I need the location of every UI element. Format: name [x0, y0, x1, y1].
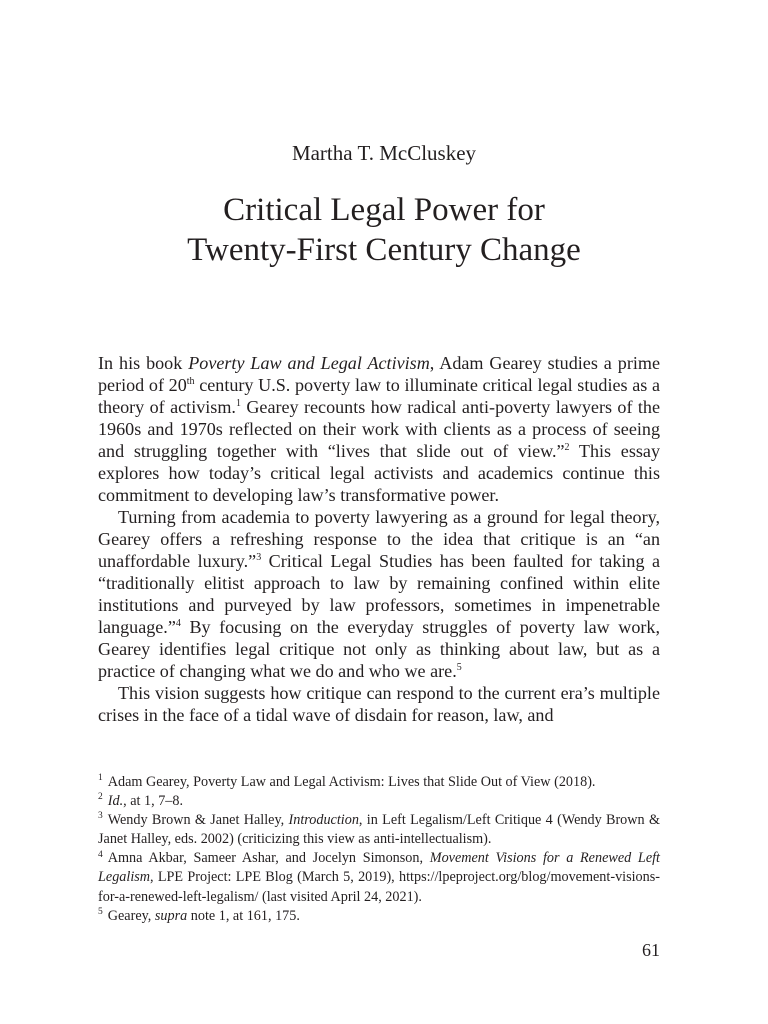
footnote-ref-5: 5	[456, 661, 462, 673]
footnote-number: 3	[98, 811, 103, 822]
p1-text-d: Gearey recounts how radical anti-poverty lawyers of the 1960s and 1970s reflected on their work with clients as a process of seeing and struggling together with “lives that slide out of view.”	[98, 397, 661, 461]
footnote-3	[98, 811, 660, 849]
footnote-text: note 1, at 161, 175.	[187, 907, 300, 924]
title-line-2: Twenty-First Century Change	[187, 232, 581, 268]
footnote-italic: supra	[154, 907, 188, 924]
paragraph-3	[98, 682, 660, 726]
article-title	[0, 190, 768, 270]
footnote-number: 5	[98, 906, 103, 917]
p1-text-e: This essay explores how today’s critical legal activists and academics continue this commitment to developing law’s transformative power.	[98, 441, 660, 505]
footnote-4	[98, 849, 660, 906]
ordinal-suffix: th	[186, 375, 195, 387]
footnote-5	[98, 907, 660, 926]
p2-text-b: Critical Legal Studies has been faulted for taking a “traditionally elitist approach to law by remaining confined within elite institutions and purveyed by law professors, sometimes in impenetrable language.”	[98, 551, 661, 637]
page-number: 61	[642, 940, 660, 960]
author-name: Martha T. McCluskey	[291, 141, 477, 165]
book-title: Poverty Law and Legal Activism	[188, 353, 430, 373]
footnotes	[98, 773, 660, 926]
footnote-number: 2	[98, 792, 103, 803]
footnote-2	[98, 792, 660, 811]
paragraph-2	[98, 506, 660, 682]
title-line-1: Critical Legal Power for	[223, 192, 545, 228]
footnote-italic: Id.	[107, 793, 124, 810]
paragraph-1	[98, 352, 660, 506]
p1-text-c: century U.S. poverty law to illuminate critical legal studies as a theory of activism.	[98, 375, 660, 417]
p2-text-a: Turning from academia to poverty lawyering as a ground for legal theory, Gearey offers a refreshing response to the idea that critique is an “an unaffordable luxury.”	[98, 507, 660, 571]
footnote-ref-1: 1	[235, 397, 241, 409]
p1-text-a: In his book	[98, 353, 189, 373]
footnote-number: 4	[98, 849, 103, 860]
footnote-ref-4: 4	[175, 617, 181, 629]
footnote-italic: Introduction	[288, 812, 359, 829]
footnote-pre: Amna Akbar, Sameer Ashar, and Jocelyn Simonson,	[107, 850, 430, 867]
p2-text-c: By focusing on the everyday struggles of poverty law work, Gearey identifies legal critique not only as thinking about law, but as a practice of changing what we do and who we are.	[98, 617, 660, 681]
footnote-ref-2: 2	[564, 441, 570, 453]
footnote-text: , at 1, 7–8.	[123, 793, 184, 810]
footnote-pre: Gearey,	[107, 907, 155, 924]
footnote-text: , LPE Project: LPE Blog (March 5, 2019), https://lpeproject.org/blog/movement-visions-for-a-renewed-left-legalism/ (last visited April 24, 2021).	[98, 869, 660, 905]
footnote-text: , in Left Legalism/Left Critique 4 (Wendy Brown & Janet Halley, eds. 2002) (criticizing this view as anti-intellectualism).	[98, 812, 660, 848]
footnote-1	[98, 773, 660, 792]
footnote-number: 1	[98, 773, 103, 784]
article-body	[98, 352, 660, 726]
footnote-text: Adam Gearey, Poverty Law and Legal Activism: Lives that Slide Out of View (2018).	[107, 774, 596, 790]
p3-text-a: This vision suggests how critique can respond to the current era’s multiple crises in the face of a tidal wave of disdain for reason, law, and	[98, 683, 660, 725]
footnote-pre: Wendy Brown & Janet Halley,	[107, 812, 289, 829]
p1-text-b: , Adam Gearey studies a prime period of 20	[98, 353, 660, 395]
footnote-ref-3: 3	[256, 551, 262, 563]
footnote-italic: Movement Visions for a Renewed Left Legalism	[98, 850, 660, 886]
